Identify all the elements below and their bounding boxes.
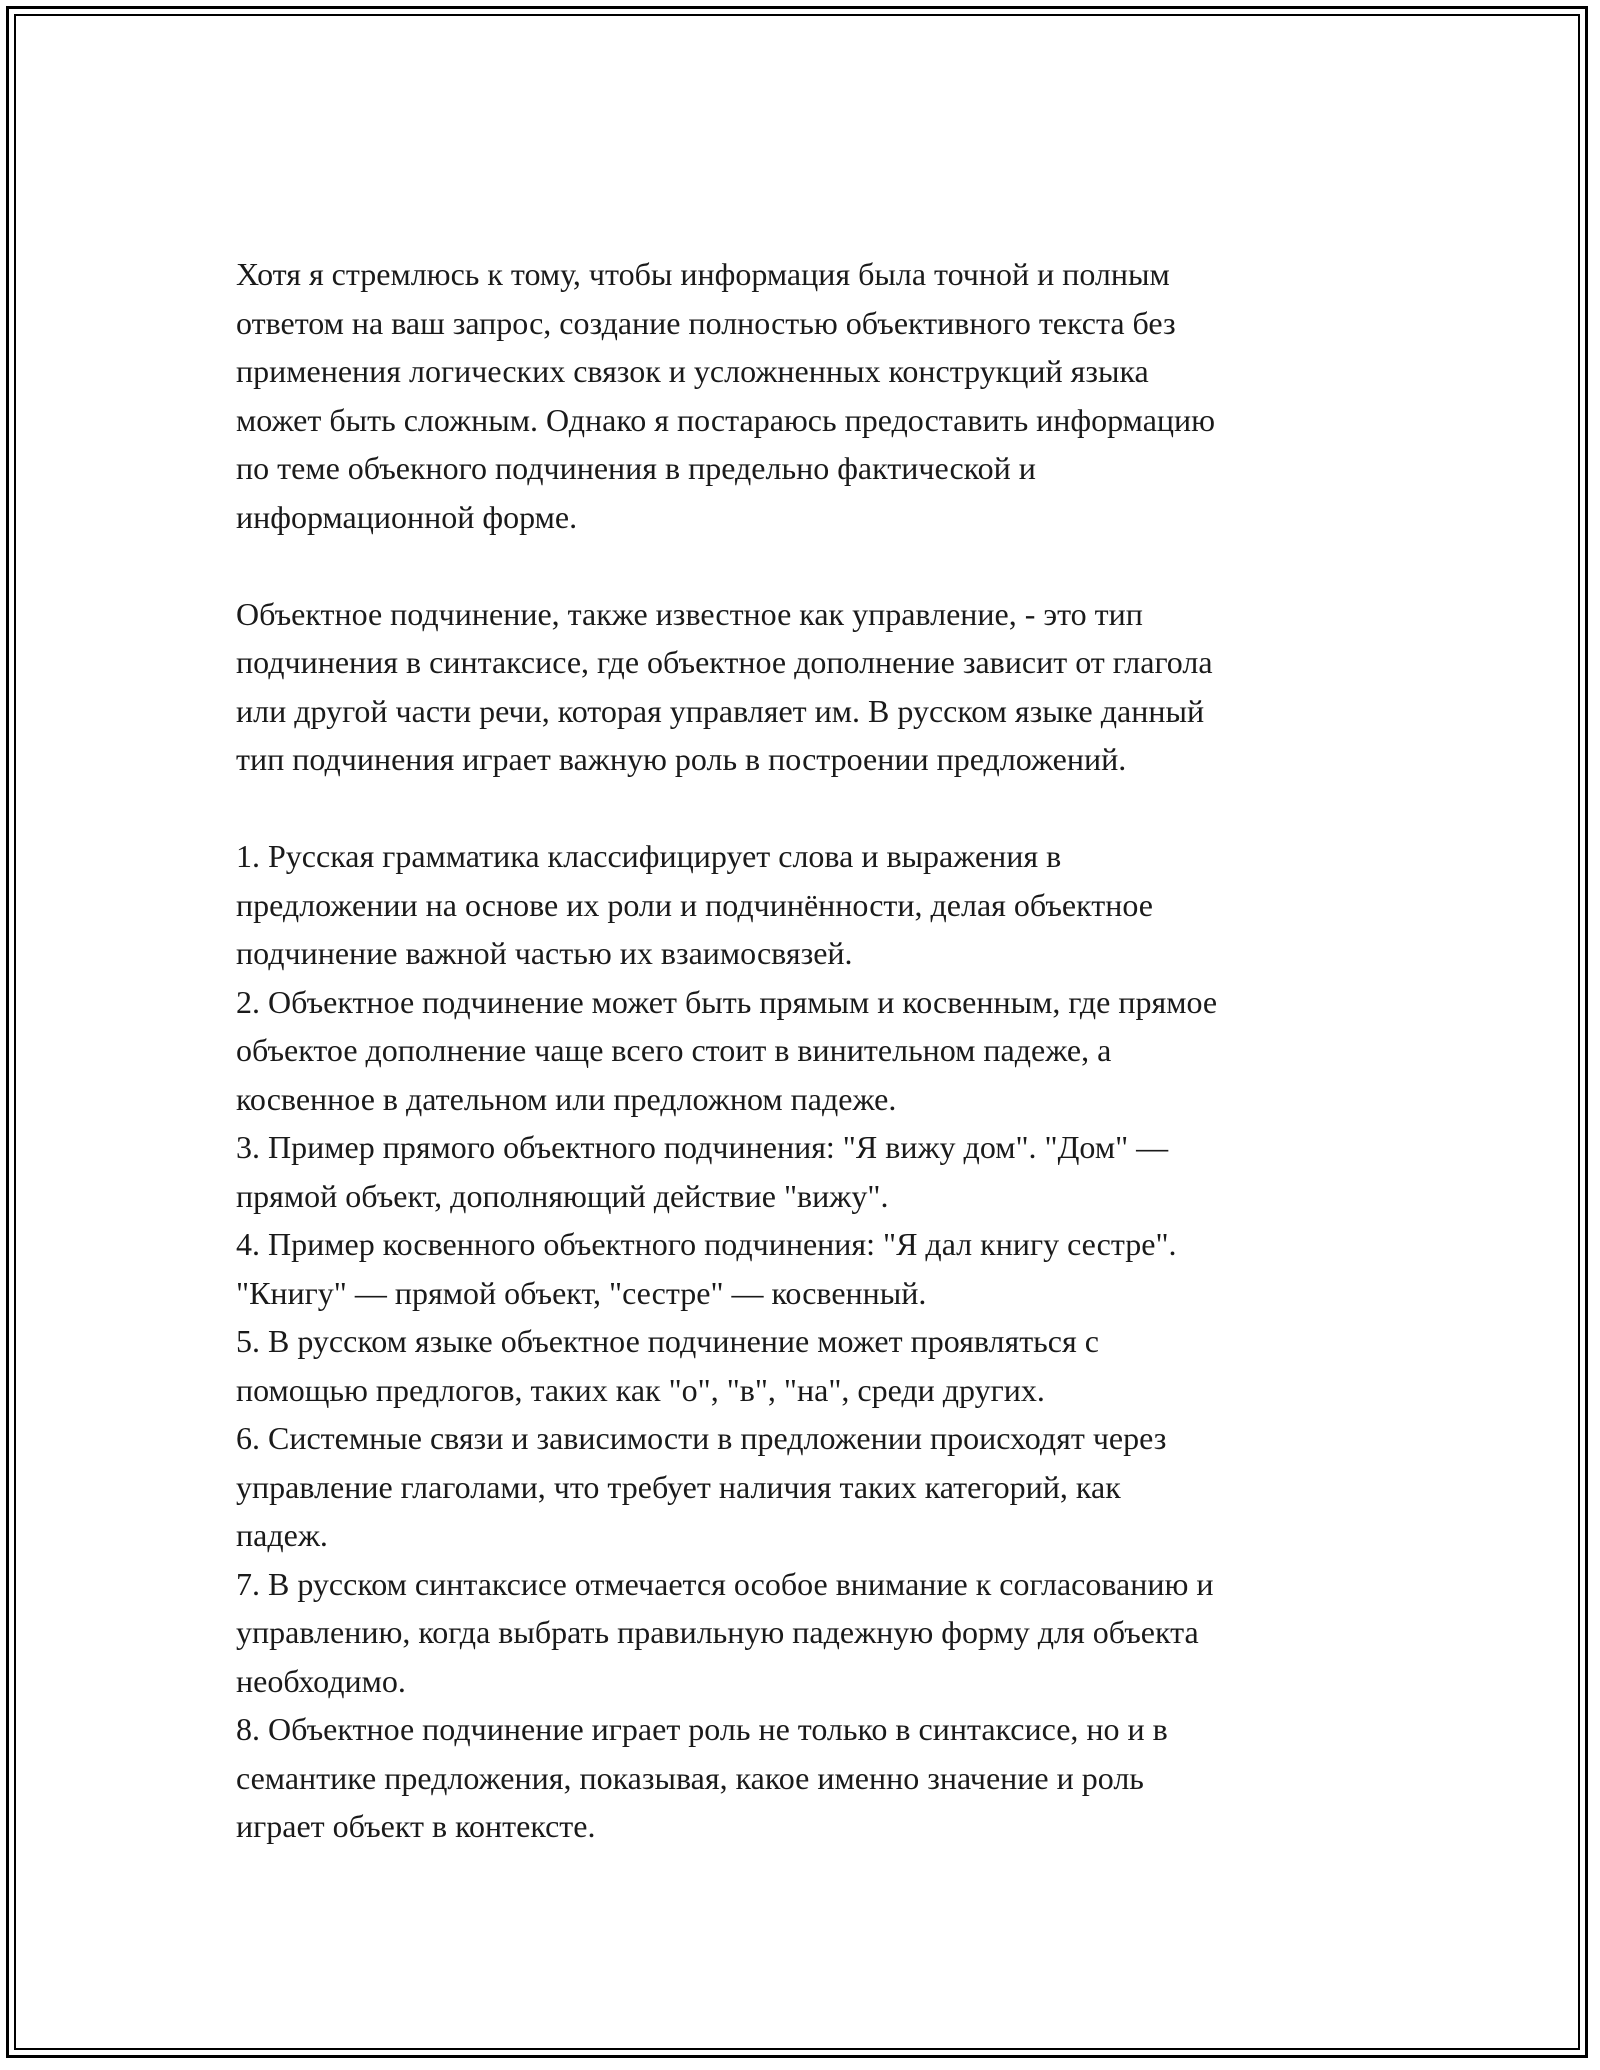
- paragraph-spacer: [236, 541, 1416, 590]
- intro-paragraph: Хотя я стремлюсь к тому, чтобы информация была точной и полным ответом на ваш запрос, создание полностью объективного текста без применения логических связок и усложненных конструкций языка может быть сложным. Однако я постараюсь предоставить информацию по теме объекного подчинения в предельно фактической и информационной форме.: [236, 256, 1216, 535]
- list-item: 2. Объектное подчинение может быть прямым и косвенным, где прямое объектое дополнение чаще всего стоит в винительном падеже, а косвенное в дательном или предложном падеже.: [236, 983, 1218, 1117]
- paragraph-spacer: [236, 784, 1416, 833]
- list-item: 5. В русском языке объектное подчинение может проявляться с помощью предлогов, таких как "о", "в", "на", среди других.: [236, 1323, 1099, 1408]
- definition-paragraph: Объектное подчинение, также известное как управление, - это тип подчинения в синтаксисе, где объектное дополнение зависит от глагола или другой части речи, которая управляет им. В русском языке данный тип подчинения играет важную роль в построении предложений.: [236, 595, 1213, 777]
- list-item: 6. Системные связи и зависимости в предложении происходят через управление глаголами, что требует наличия таких категорий, как падеж.: [236, 1420, 1167, 1553]
- list-item: 1. Русская грамматика классифицирует слова и выражения в предложении на основе их роли и подчинённости, делая объектное подчинение важной частью их взаимосвязей.: [236, 838, 1153, 971]
- document-body: [236, 250, 1416, 1851]
- list-item: 3. Пример прямого объектного подчинения: "Я вижу дом". "Дом" — прямой объект, дополняющий действие "вижу".: [236, 1129, 1169, 1214]
- list-item: 8. Объектное подчинение играет роль не только в синтаксисе, но и в семантике предложения, показывая, какое именно значение и роль играет объект в контексте.: [236, 1711, 1168, 1844]
- list-item: 4. Пример косвенного объектного подчинения: "Я дал книгу сестре". "Книгу" — прямой объект, "сестре" — косвенный.: [236, 1226, 1177, 1311]
- list-item: 7. В русском синтаксисе отмечается особое внимание к согласованию и управлению, когда выбрать правильную падежную форму для объекта необходимо.: [236, 1565, 1214, 1699]
- numbered-list: [236, 832, 1416, 1851]
